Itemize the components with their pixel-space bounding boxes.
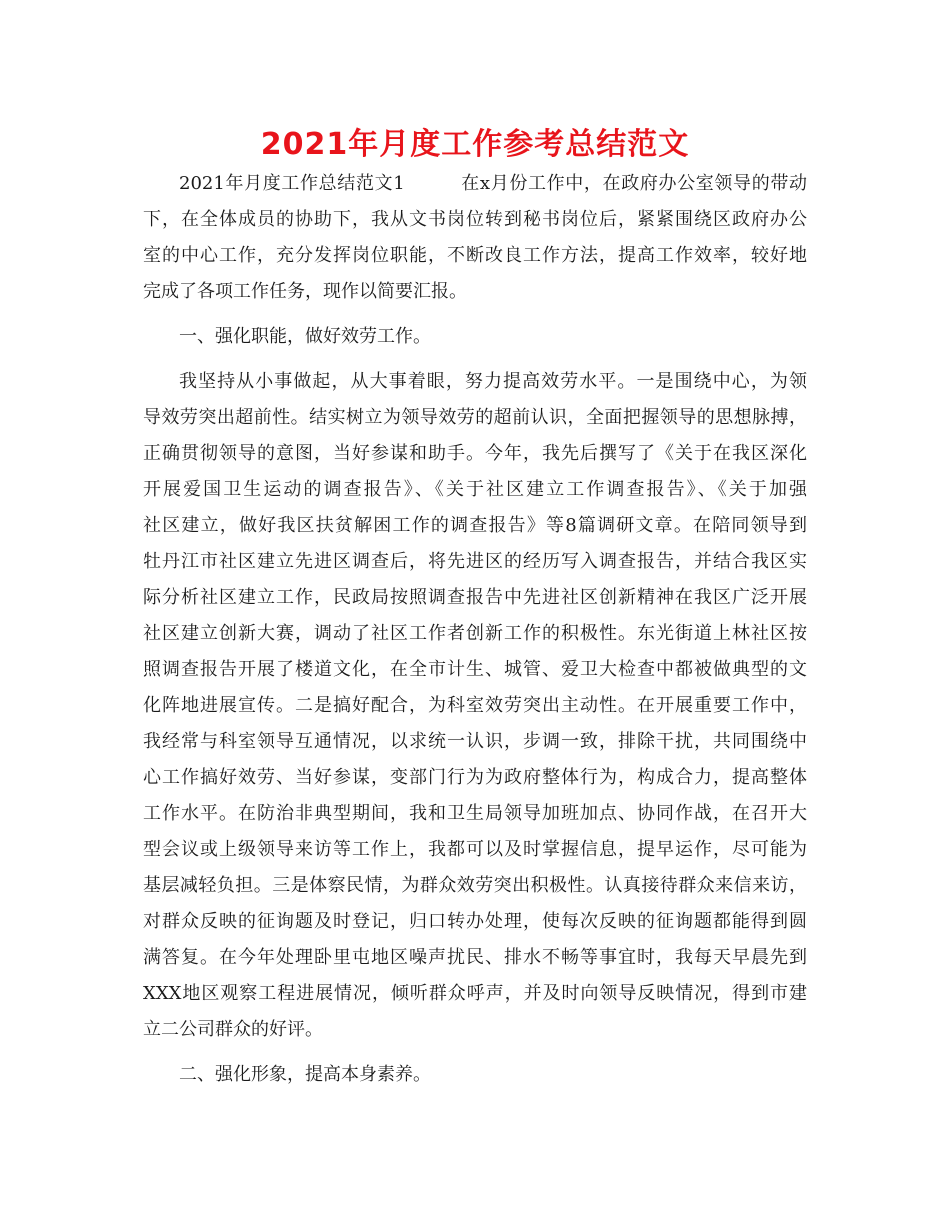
text-line: 际分析社区建立工作，民政局按照调查报告中先进社区创新精神在我区广泛开展 <box>143 587 807 608</box>
section-heading-2 <box>143 1057 807 1093</box>
section-heading-1 <box>143 319 807 355</box>
text-line: 我经常与科室领导互通情况，以求统一认识，步调一致，排除干扰，共同围绕中 <box>143 731 807 752</box>
text-line: 社区建立创新大赛，调动了社区工作者创新工作的积极性。东光街道上林社区按 <box>143 623 807 644</box>
paragraph-spacer <box>143 310 807 319</box>
text-line: 下，在全体成员的协助下，我从文书岗位转到秘书岗位后，紧紧围绕区政府办公 <box>143 209 807 230</box>
text-line: 社区建立，做好我区扶贫解困工作的调查报告》等8篇调研文章。在陪同领导到 <box>143 515 807 536</box>
text-line: 室的中心工作，充分发挥岗位职能，不断改良工作方法，提高工作效率，较好地 <box>143 245 807 266</box>
document-title: 2021年月度工作参考总结范文 <box>260 127 690 162</box>
paragraph-intro <box>143 166 807 310</box>
text-line: 二、强化形象，提高本身素养。 <box>179 1064 431 1085</box>
document-body <box>143 166 807 1093</box>
text-line: 正确贯彻领导的意图，当好参谋和助手。今年，我先后撰写了《关于在我区深化 <box>143 443 807 464</box>
text-line: 型会议或上级领导来访等工作上，我都可以及时掌握信息，提早运作，尽可能为 <box>143 839 807 860</box>
text-line: 我坚持从小事做起，从大事着眼，努力提高效劳水平。一是围绕中心，为领 <box>179 371 807 392</box>
text-line: 化阵地进展宣传。二是搞好配合，为科室效劳突出主动性。在开展重要工作中， <box>143 695 807 716</box>
text-line: 牡丹江市社区建立先进区调查后，将先进区的经历写入调查报告，并结合我区实 <box>143 551 807 572</box>
text-line: 完成了各项工作任务，现作以简要汇报。 <box>143 281 467 302</box>
text-line: 一、强化职能，做好效劳工作。 <box>179 326 431 347</box>
text-line: 工作水平。在防治非典型期间，我和卫生局领导加班加点、协同作战，在召开大 <box>143 803 807 824</box>
text-line: 立二公司群众的好评。 <box>143 1019 323 1040</box>
text-line: 2021年月度工作总结范文1 在x月份工作中，在政府办公室领导的带动 <box>179 173 807 194</box>
text-line: XXX地区观察工程进展情况，倾听群众呼声，并及时向领导反映情况，得到市建 <box>143 983 807 1004</box>
paragraph-spacer <box>143 355 807 364</box>
text-line: 照调查报告开展了楼道文化，在全市计生、城管、爱卫大检查中都被做典型的文 <box>143 659 807 680</box>
text-line: 基层减轻负担。三是体察民情，为群众效劳突出积极性。认真接待群众来信来访， <box>143 875 807 896</box>
text-line: 开展爱国卫生运动的调查报告》、《关于社区建立工作调查报告》、《关于加强 <box>143 479 807 500</box>
text-line: 心工作搞好效劳、当好参谋，变部门行为为政府整体行为，构成合力，提高整体 <box>143 767 807 788</box>
text-line: 满答复。在今年处理卧里屯地区噪声扰民、排水不畅等事宜时，我每天早晨先到 <box>143 947 807 968</box>
text-line: 对群众反映的征询题及时登记，归口转办处理，使每次反映的征询题都能得到圆 <box>143 911 807 932</box>
text-line: 导效劳突出超前性。结实树立为领导效劳的超前认识，全面把握领导的思想脉搏， <box>143 407 807 428</box>
paragraph-section-1-body <box>143 364 807 1048</box>
paragraph-spacer <box>143 1048 807 1057</box>
